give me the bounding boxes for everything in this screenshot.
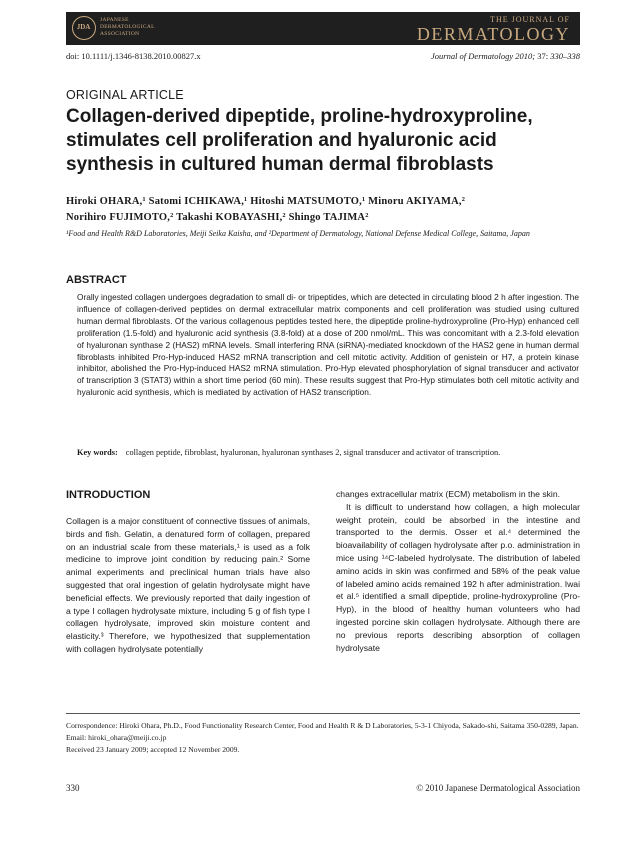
correspondence: Correspondence: Hiroki Ohara, Ph.D., Food Functionality Research Center, Food and Health R & D Laboratories, 5-3-1 Chiyoda, Sakado-shi, Saitama 350-0289, Japan. Email: hiroki_ohara@meiji.co.jp (66, 721, 579, 742)
citation (431, 51, 580, 61)
received-dates: Received 23 January 2009; accepted 12 November 2009. (66, 745, 240, 754)
introduction-left-column (66, 515, 310, 656)
citation-year: 2010; (513, 51, 538, 61)
article-title: Collagen-derived dipeptide, proline-hydroxyproline, stimulates cell proliferation and hyaluronic acid synthesis in cultured human dermal fibroblasts (66, 106, 533, 175)
doi[interactable]: doi: 10.1111/j.1346-8138.2010.00827.x (66, 51, 201, 61)
journal-title-small: THE JOURNAL OF (490, 15, 570, 24)
introduction-right-column (336, 488, 580, 654)
author-list (66, 194, 586, 226)
society-line-3: ASSOCIATION (100, 31, 140, 37)
journal-header-banner (66, 12, 580, 45)
citation-volume: 37: (537, 51, 549, 61)
jda-logo (72, 16, 96, 40)
intro-paragraph-1-continued: changes extracellular matrix (ECM) metabolism in the skin. (336, 489, 560, 499)
page-number: 330 (66, 783, 80, 793)
citation-journal: Journal of Dermatology (430, 51, 514, 61)
abstract-heading: ABSTRACT (66, 274, 127, 286)
copyright: © 2010 Japanese Dermatological Association (416, 783, 580, 793)
journal-title: DERMATOLOGY (416, 24, 570, 44)
keywords-list: collagen peptide, fibroblast, hyaluronan, hyaluronan synthases 2, signal transducer and activator of transcription. (125, 448, 501, 457)
intro-paragraph-2: It is difficult to understand how collagen, a high molecular weight protein, could be absorbed in the intestine and transported to the dermis. Osser et al.⁴ determined the bioavailability of collagen hydrolysate after p.o. administration in mice using ¹⁴C-labeled hydrolysate. The distribution of labeled amino acids in skin was confirmed and 58% of the peak value of labeled amino acids remained 192 h after administration. Iwai et al.⁵ identified a small dipeptide, proline-hydroxyproline (Pro-Hyp), in the blood of healthy human volunteers who had ingested porcine skin collagen hydrolysate. Although there are no previous reports describing absorption of collagen hydrolysate (336, 501, 580, 653)
authors-line-2: Norihiro FUJIMOTO,² Takashi KOBAYASHI,² Shingo TAJIMA² (66, 212, 369, 223)
intro-paragraph-1: Collagen is a major constituent of connective tissues of animals, birds and fish. Gelatin, a denatured form of collagen, prepared on an industrial scale from these materials,¹ is used as a folk medicine to improve joint condition by reducing pain.² Some animal experiments and preclinical human trials have also suggested that oral ingestion of gelatin hydrolysate might have beneficial effects. We previously reported that daily ingestion of a type I collagen hydrolysate mixture, including 5 g of fish type I collagen hydrolysate, improved skin moisture content and elasticity.³ Therefore, we hypothesized that supplementation with collagen hydrolysate potentially (66, 516, 310, 654)
keywords (77, 448, 587, 457)
article-type: ORIGINAL ARTICLE (66, 88, 184, 102)
abstract-text: Orally ingested collagen undergoes degradation to small di- or tripeptides, which are detected in circulating blood 2 h after ingestion. The influence of collagen-derived peptides on dermal extracellular matrix components and cell proliferation was studied using cultured human dermal fibroblasts. Of the various collagenous peptides tested here, the dipeptide proline-hydroxyproline (Pro-Hyp) enhanced cell proliferation (1.5-fold) and hyaluronic acid synthesis (3.8-fold) at a dose of 200 nmol/mL. This was concomitant with a 2.3-fold elevation of hyaluronan synthase 2 (HAS2) mRNA levels. Small interfering RNA (siRNA)-mediated knockdown of the HAS2 gene in human dermal fibroblasts inhibited Pro-Hyp-induced HAS2 mRNA transcription and cell mitotic activity. Addition of genistein or H7, a protein kinase inhibitor, abolished the Pro-Hyp-induced HAS2 mRNA stimulation. Pro-Hyp elevated phosphorylation of signal transducer and activator of transcription 3 (STAT3) within a short time period (60 min). These results suggest that Pro-Hyp stimulates both cell mitotic activity and hyaluronic acid synthesis, which is mediated by activation of HAS2 transcription. (77, 292, 579, 398)
authors-line-1: Hiroki OHARA,¹ Satomi ICHIKAWA,¹ Hitoshi MATSUMOTO,¹ Minoru AKIYAMA,² (66, 196, 466, 207)
society-name (100, 17, 155, 38)
footnote (66, 720, 580, 756)
introduction-heading: INTRODUCTION (66, 489, 151, 501)
keywords-label: Key words: (77, 448, 118, 457)
society-line-2: DERMATOLOGICAL (100, 24, 155, 30)
citation-pages: 330–338 (548, 51, 580, 61)
affiliations: ¹Food and Health R&D Laboratories, Meiji Seika Kaisha, and ²Department of Dermatology, National Defense Medical College, Saitama, Japan (66, 229, 530, 238)
footnote-divider (66, 713, 580, 714)
logo-text: JDA (76, 23, 91, 31)
society-line-1: JAPANESE (100, 17, 129, 23)
